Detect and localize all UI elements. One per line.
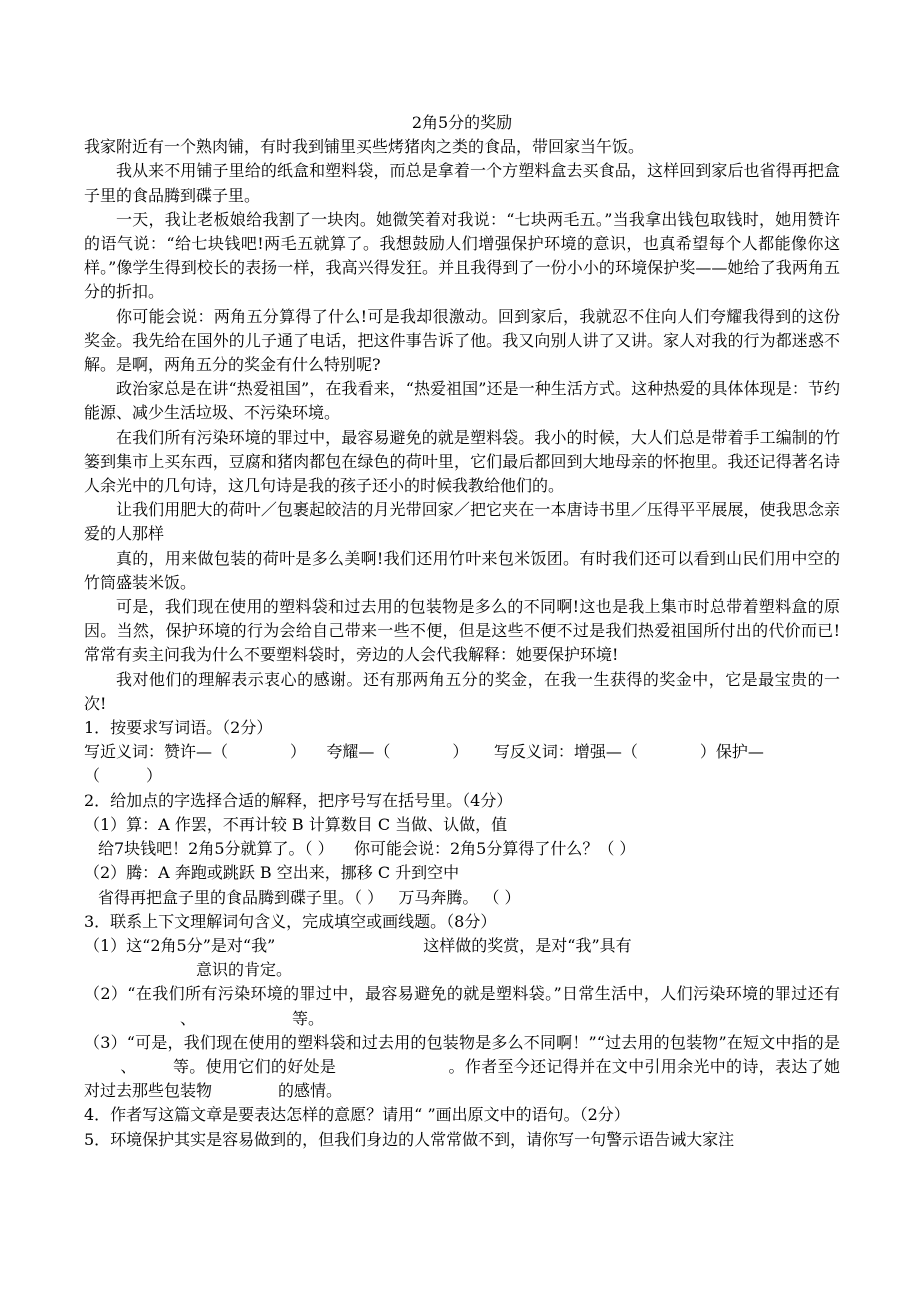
item-text: 。作者至今还记得并在文中引用余光中的诗，表达了她对过去那些包装物 bbox=[84, 1056, 840, 1101]
question-5: 5．环境保护其实是容易做到的，但我们身边的人常常做不到，请你写一句警示语告诫大家注 bbox=[84, 1129, 735, 1149]
close-paren: ） bbox=[146, 766, 163, 786]
article-paragraph-10: 我对他们的理解表示衷心的感谢。还有那两角五分的奖金，在我一生获得的奖金中，它是最宝贵的一次! bbox=[84, 669, 840, 713]
antonym-label: 写反义词： bbox=[493, 742, 574, 762]
poem-paragraph: 让我们用肥大的荷叶／包裹起皎洁的月光带回家／把它夹在一本唐诗书里／压得平平展展，使我思念亲爱的人那样 bbox=[84, 500, 840, 544]
article-title: 2角5分的奖励 bbox=[411, 113, 513, 132]
question-2-item-2-sentences bbox=[84, 886, 840, 910]
article-paragraph-2: 我从来不用铺子里给的纸盒和塑料袋，而总是拿着一个方塑料盒去买食品，这样回到家后也省得再把盒子里的食品腾到碟子里。 bbox=[84, 161, 840, 205]
sentence-a: 省得再把盒子里的食品腾到碟子里。（ ） bbox=[98, 887, 384, 907]
close-paren: ） bbox=[699, 742, 716, 762]
item-text: 等。 bbox=[292, 1008, 325, 1028]
item-text: （3）“可是，我们现在使用的塑料袋和过去用的包装物是多么不同啊！”“过去用的包装物”在短文中指的是 bbox=[84, 1032, 840, 1052]
open-paren: （ bbox=[84, 766, 101, 786]
item-text: 这样做的奖赏，是对“我”具有 bbox=[423, 935, 632, 955]
separator: 、 bbox=[120, 1056, 137, 1076]
close-paren: ） bbox=[290, 742, 307, 762]
sentence-b: 万马奔腾。 （ ） bbox=[398, 887, 521, 907]
article-paragraph-9: 可是，我们现在使用的塑料袋和过去用的包装物是多么的不同啊!这也是我上集市时总带着塑料盒的原因。当然，保护环境的行为会给自己带来一些不便，但是这些不便不过是我们热爱祖国所付出的代价而已!常常有卖主问我为什么不要塑料袋时，旁边的人会代我解释：她要保护环境! bbox=[84, 597, 840, 665]
question-3-item-1 bbox=[84, 934, 840, 982]
close-paren: ） bbox=[452, 742, 469, 762]
near-synonym-label: 写近义词： bbox=[84, 742, 165, 762]
separator: 、 bbox=[180, 1008, 197, 1028]
question-2-item-2-options: （2）腾：A 奔跑或跳跃 B 空出来，挪移 C 升到空中 bbox=[84, 863, 460, 883]
article-paragraph-8: 真的，用来做包装的荷叶是多么美啊!我们还用竹叶来包米饭团。有时我们还可以看到山民们用中空的竹筒盛装米饭。 bbox=[84, 548, 840, 592]
sentence-a: 给7块钱吧！2角5分就算了。（ ） bbox=[98, 839, 334, 859]
question-2-title: 2．给加点的字选择合适的解释，把序号写在括号里。（4分） bbox=[84, 790, 513, 810]
item-text: 的感情。 bbox=[278, 1081, 343, 1101]
near-synonym-2: 夸耀—（ bbox=[326, 742, 391, 762]
article-paragraph-1: 我家附近有一个熟肉铺，有时我到铺里买些烤猪肉之类的食品，带回家当午饭。 bbox=[84, 137, 645, 157]
item-text: （2）“在我们所有污染环境的罪过中，最容易避免的就是塑料袋。”日常生活中，人们污染环境的罪过还有 bbox=[84, 984, 840, 1004]
article-paragraph-6: 在我们所有污染环境的罪过中，最容易避免的就是塑料袋。我小的时候，大人们总是带着手工编制的竹篓到集市上买东西，豆腐和猪肉都包在绿色的荷叶里，它们最后都回到大地母亲的怀抱里。我还记得著名诗人余光中的几句诗，这几句诗是我的孩子还小的时候我教给他们的。 bbox=[84, 427, 840, 496]
question-1-title: 1．按要求写词语。（2分） bbox=[84, 718, 273, 738]
document-page bbox=[84, 111, 840, 1152]
question-2-item-1-sentences bbox=[84, 837, 840, 861]
sentence-b: 你可能会说：2角5分算得了什么？（ ） bbox=[353, 839, 636, 859]
question-3-item-3 bbox=[84, 1031, 840, 1104]
question-3-item-2 bbox=[84, 982, 840, 1030]
question-1-body bbox=[84, 740, 840, 788]
article-paragraph-5: 政治家总是在讲“热爱祖国”，在我看来，“热爱祖国”还是一种生活方式。这种热爱的具体体现是：节约能源、减少生活垃圾、不污染环境。 bbox=[84, 379, 840, 423]
antonym-1: 增强—（ bbox=[573, 742, 638, 762]
near-synonym-1: 赞许—（ bbox=[164, 742, 229, 762]
question-3-title: 3．联系上下文理解词句含义，完成填空或画线题。（8分） bbox=[84, 911, 497, 931]
item-text: 意识的肯定。 bbox=[196, 960, 293, 980]
article-paragraph-3: 一天，我让老板娘给我割了一块肉。她微笑着对我说：“七块两毛五。”当我拿出钱包取钱时，她用赞许的语气说：“给七块钱吧!两毛五就算了。我想鼓励人们增强保护环境的意识，也真希望每个人都能像你这样。”像学生得到校长的表扬一样，我高兴得发狂。并且我得到了一份小小的环境保护奖——她给了我两角五分的折扣。 bbox=[84, 209, 840, 302]
article-paragraph-4: 你可能会说：两角五分算得了什么!可是我却很激动。回到家后，我就忍不住向人们夸耀我得到的这份奖金。我先给在国外的儿子通了电话，把这件事告诉了他。我又向别人讲了又讲。家人对我的行为都迷惑不解。是啊，两角五分的奖金有什么特别呢? bbox=[84, 306, 840, 375]
question-4: 4．作者写这篇文章是要表达怎样的意愿？请用“ ”画出原文中的语句。（2分） bbox=[84, 1105, 630, 1125]
item-text: 等。使用它们的好处是 bbox=[172, 1056, 337, 1076]
antonym-2: 保护— bbox=[715, 742, 764, 762]
item-text: （1）这“2角5分”是对“我” bbox=[84, 935, 276, 955]
question-2-item-1-options: （1）算：A 作罢，不再计较 B 计算数目 C 当做、认做，值 bbox=[84, 814, 508, 834]
